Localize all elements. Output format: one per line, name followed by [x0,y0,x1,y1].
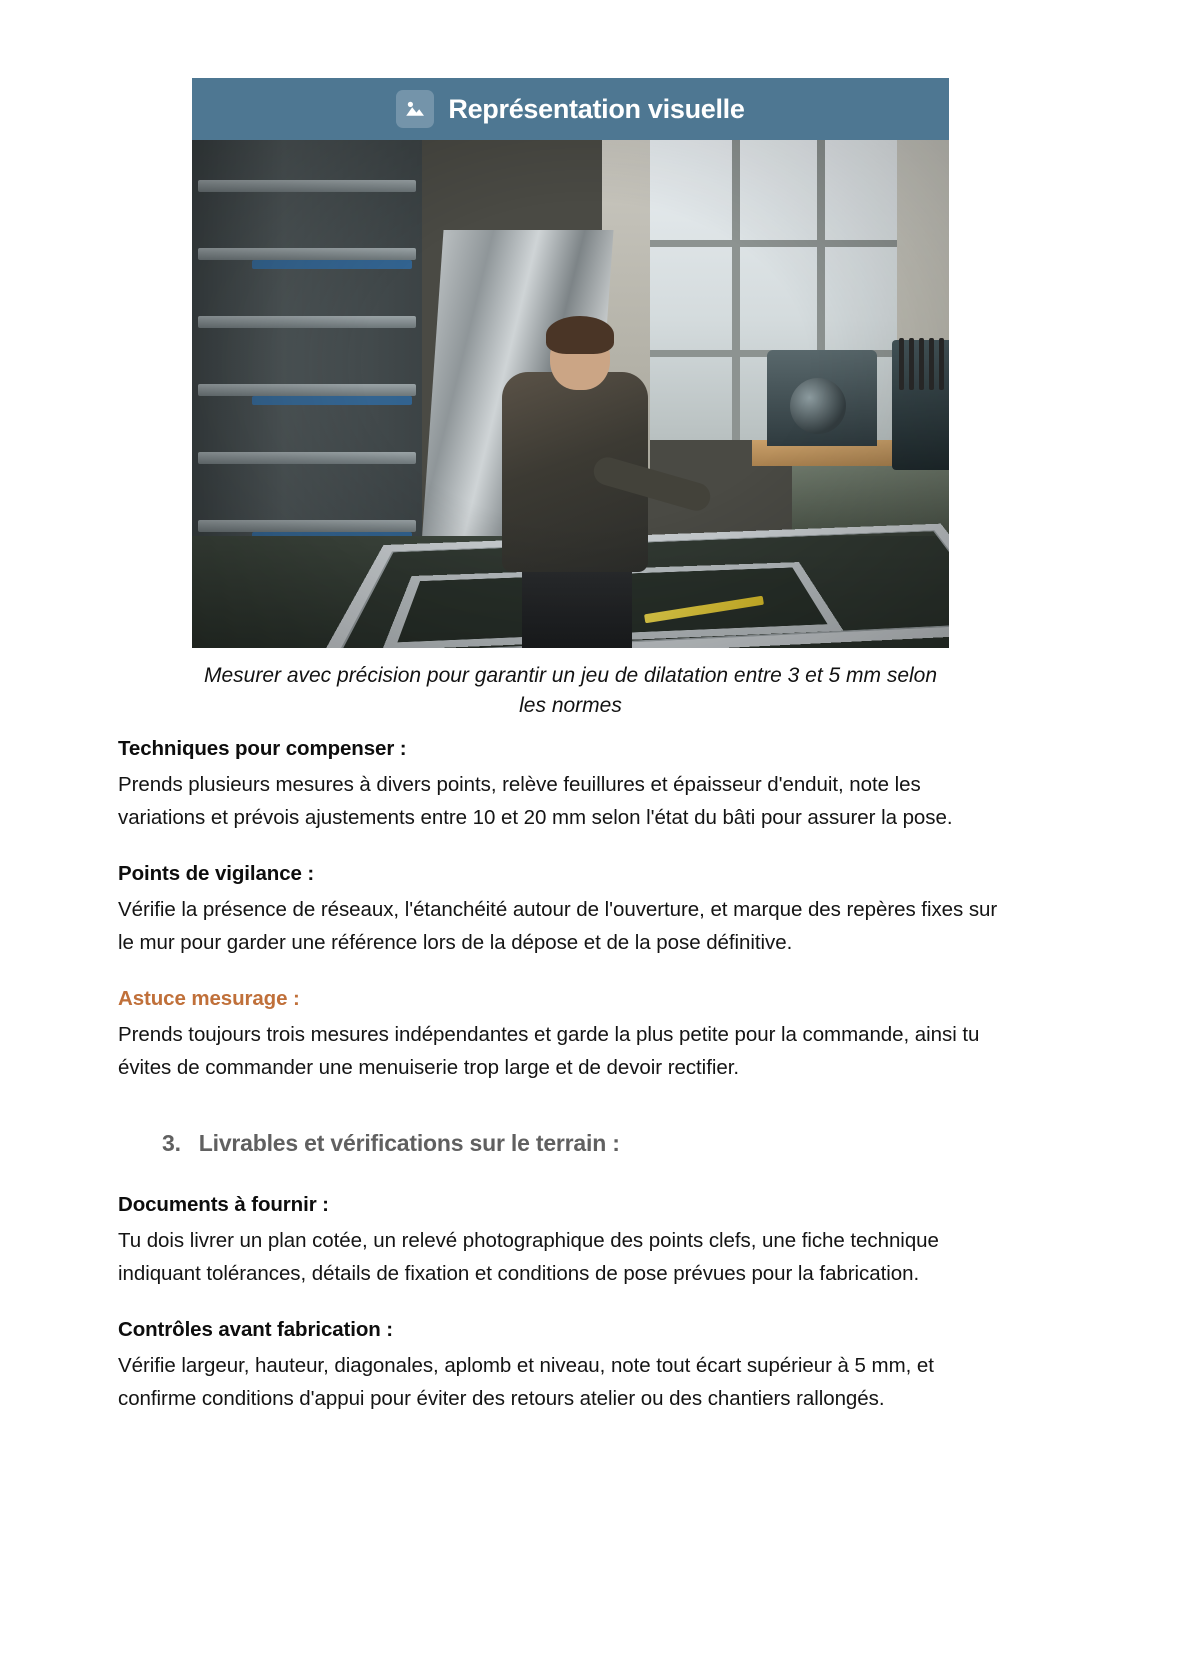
section-controles [118,1316,1002,1415]
photo-rack-shelf [198,452,416,464]
figure-header-title: Représentation visuelle [448,93,745,124]
photo-rack-label [252,396,412,405]
figure-block [192,78,949,721]
section-paragraph: Vérifie la présence de réseaux, l'étanchéité autour de l'ouverture, et marque des repères fixes sur le mur pour garder une référence lors de la dépose et de la pose définitive. [118,897,998,954]
section-astuce [118,985,1002,1084]
photo-storage-rack [192,140,422,570]
photo-saw-blade [790,378,846,434]
numbered-section-heading [162,1130,1002,1157]
section-paragraph: Tu dois livrer un plan cotée, un relevé photographique des points clefs, une fiche technique indiquant tolérances, détails de fixation et conditions de pose prévues pour la fabrication. [118,1228,939,1286]
section-heading: Documents à fournir : [118,1193,329,1217]
photo-rack-shelf [198,248,416,260]
section-heading-accent: Astuce mesurage : [118,987,300,1011]
figure-caption: Mesurer avec précision pour garantir un jeu de dilatation entre 3 et 5 mm selon les normes [203,664,938,717]
document-body [118,735,1002,1441]
photo-worker-hair [546,316,614,354]
photo-rack-shelf [198,520,416,532]
photo-window-mullion-1 [732,140,740,440]
photo-rack-shelf [198,384,416,396]
section-number: 3. [162,1130,181,1157]
section-heading: Points de vigilance : [118,862,315,886]
photo-rack-label [252,260,412,269]
section-paragraph: Vérifie largeur, hauteur, diagonales, aplomb et niveau, note tout écart supérieur à 5 mm, et confirme conditions d'appui pour éviter des retours atelier ou des chantiers rallongés. [118,1354,934,1411]
section-heading: Techniques pour compenser : [118,737,407,760]
section-number-title: Livrables et vérifications sur le terrain : [198,1130,620,1157]
section-paragraph: Prends toujours trois mesures indépendantes et garde la plus petite pour la commande, ainsi tu évites de commander une menuiserie trop large et de devoir rectifier. [118,1022,980,1080]
image-icon [396,90,434,128]
figure-header-bar [192,78,949,140]
figure-photo [192,140,949,648]
section-paragraph: Prends plusieurs mesures à divers points, relève feuillures et épaisseur d'enduit, note les variations et prévois ajustements entre 10 et 20 mm selon l'état du bâti pour assurer la pose. [118,772,953,829]
photo-window-transom-1 [647,240,897,247]
section-techniques [118,735,1002,834]
section-documents [118,1191,1002,1290]
section-heading: Contrôles avant fabrication : [118,1318,394,1342]
photo-tool-rack [897,338,949,398]
section-vigilance [118,860,1002,959]
photo-rack-shelf [198,180,416,192]
photo-rack-shelf [198,316,416,328]
